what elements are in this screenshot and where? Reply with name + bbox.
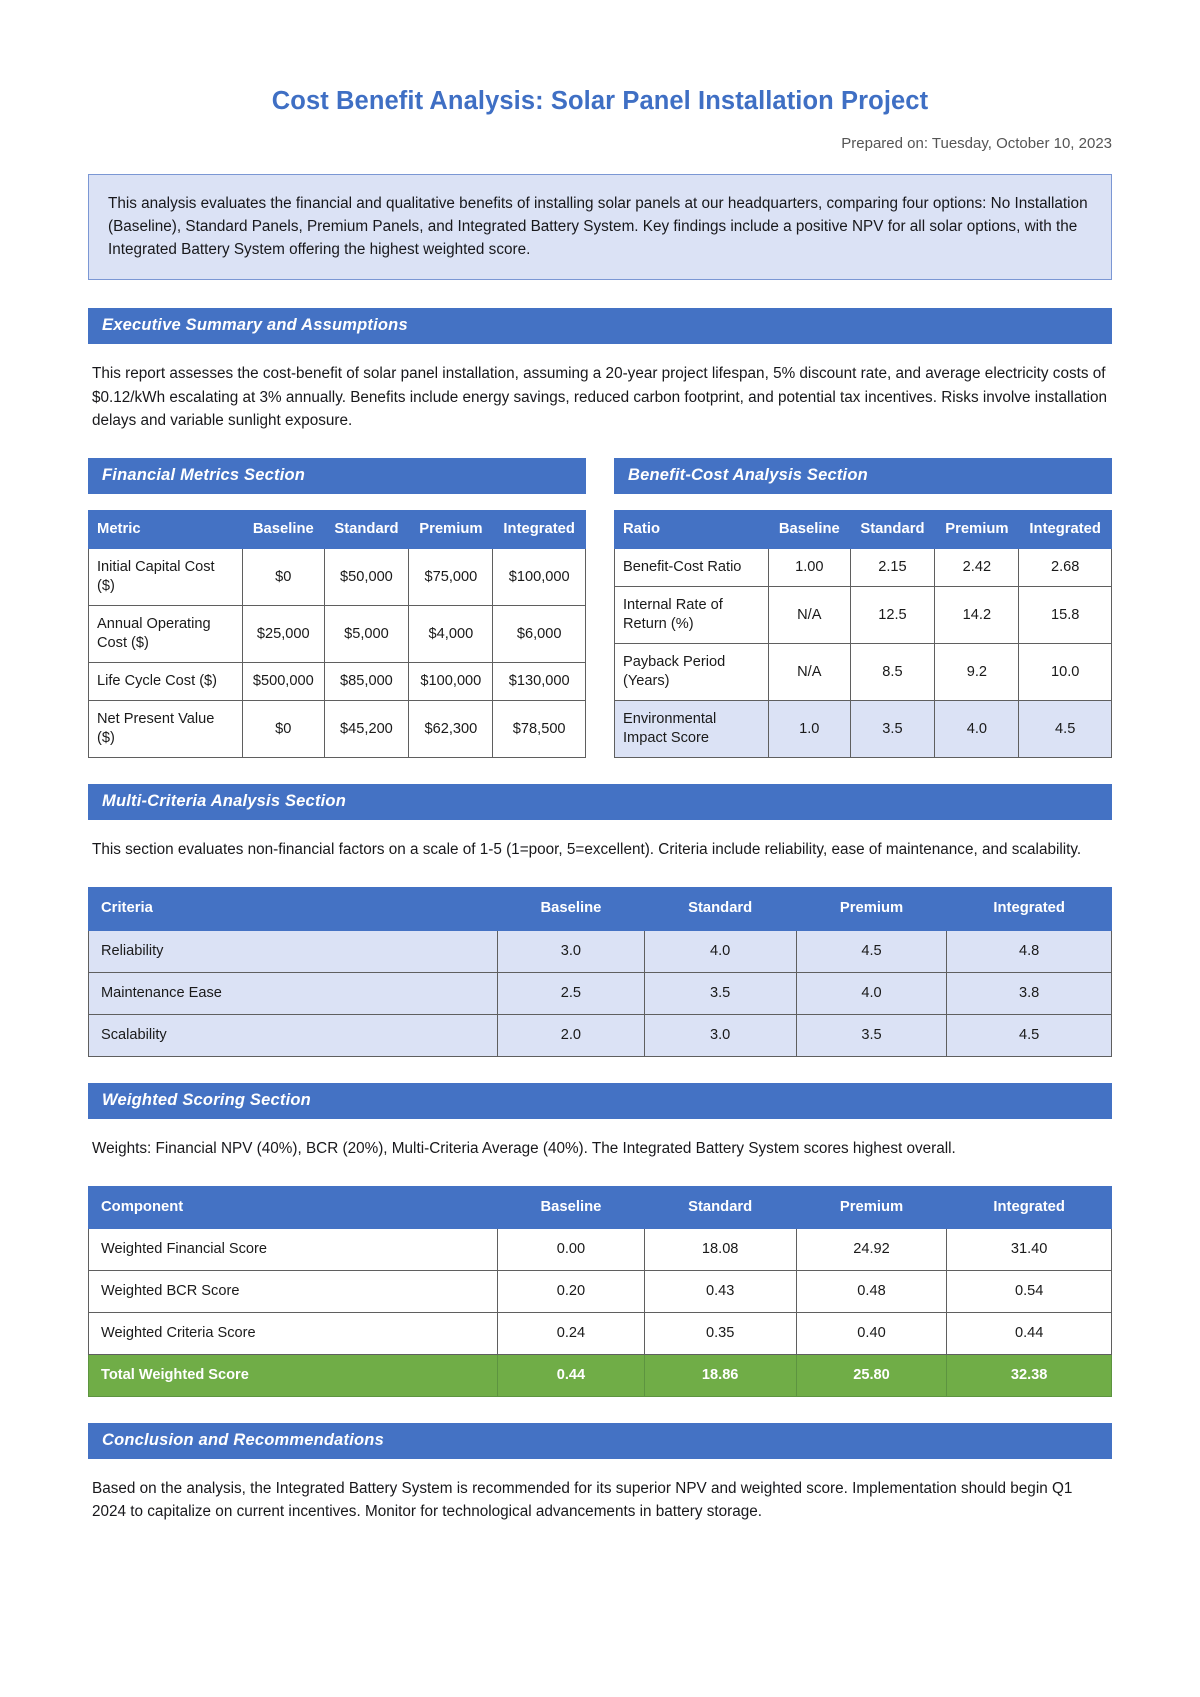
- cell-value: N/A: [769, 644, 850, 701]
- column-header-standard: Standard: [324, 511, 409, 549]
- row-label: Internal Rate of Return (%): [615, 587, 769, 644]
- column-header-criteria: Criteria: [89, 888, 498, 930]
- row-label: Annual Operating Cost ($): [89, 606, 243, 663]
- multi-criteria-table-body: [89, 930, 1112, 1056]
- cell-value: $4,000: [409, 606, 493, 663]
- table-row: [89, 930, 1112, 972]
- section-header-benefit-cost: Benefit-Cost Analysis Section: [614, 458, 1112, 494]
- table-header-row: [89, 888, 1112, 930]
- cell-value: 2.42: [935, 549, 1019, 587]
- row-label: Total Weighted Score: [89, 1354, 498, 1396]
- cell-value: 0.44: [498, 1354, 644, 1396]
- row-label: Scalability: [89, 1014, 498, 1056]
- row-label: Environmental Impact Score: [615, 701, 769, 758]
- cell-value: 3.5: [644, 972, 796, 1014]
- financial-metrics-table-body: [89, 549, 586, 758]
- row-label: Life Cycle Cost ($): [89, 663, 243, 701]
- column-header-integrated: Integrated: [947, 1186, 1112, 1228]
- weighted-scoring-table-body: [89, 1228, 1112, 1396]
- column-header-baseline: Baseline: [243, 511, 324, 549]
- table-row: [615, 701, 1112, 758]
- cell-value: 25.80: [796, 1354, 947, 1396]
- cell-value: 0.48: [796, 1270, 947, 1312]
- row-label: Net Present Value ($): [89, 701, 243, 758]
- cell-value: 1.0: [769, 701, 850, 758]
- column-header-standard: Standard: [644, 1186, 796, 1228]
- cell-value: 32.38: [947, 1354, 1112, 1396]
- two-column-tables-region: [88, 458, 1112, 758]
- column-header-premium: Premium: [409, 511, 493, 549]
- benefit-cost-table-head: [615, 511, 1112, 549]
- multi-criteria-description: This section evaluates non-financial factors on a scale of 1-5 (1=poor, 5=excellent). Criteria include reliability, ease of maintenance, and scalability.: [92, 841, 1082, 859]
- column-header-baseline: Baseline: [498, 888, 644, 930]
- cell-value: 18.86: [644, 1354, 796, 1396]
- row-label: Maintenance Ease: [89, 972, 498, 1014]
- weighted-scoring-table-head: [89, 1186, 1112, 1228]
- weighted-scoring-table: [88, 1186, 1112, 1397]
- table-row: [615, 587, 1112, 644]
- prepared-on-date: Prepared on: Tuesday, October 10, 2023: [841, 134, 1112, 152]
- row-label: Reliability: [89, 930, 498, 972]
- cell-value: 4.5: [1019, 701, 1112, 758]
- table-row: [89, 1270, 1112, 1312]
- benefit-cost-column: [614, 458, 1112, 758]
- benefit-cost-table-body: [615, 549, 1112, 758]
- column-header-integrated: Integrated: [493, 511, 586, 549]
- multi-criteria-table-head: [89, 888, 1112, 930]
- table-row: [89, 1312, 1112, 1354]
- financial-metrics-column: [88, 458, 586, 758]
- cell-value: 4.5: [796, 930, 947, 972]
- section-header-executive-summary: Executive Summary and Assumptions: [88, 308, 1112, 344]
- row-label: Weighted Financial Score: [89, 1228, 498, 1270]
- spacer: [88, 1397, 1112, 1401]
- section-header-weighted-scoring: Weighted Scoring Section: [88, 1083, 1112, 1119]
- row-label: Benefit-Cost Ratio: [615, 549, 769, 587]
- column-header-baseline: Baseline: [769, 511, 850, 549]
- section-header-conclusion: Conclusion and Recommendations: [88, 1423, 1112, 1459]
- table-row: [89, 701, 586, 758]
- cell-value: 0.20: [498, 1270, 644, 1312]
- cell-value: 0.43: [644, 1270, 796, 1312]
- intro-summary-box: This analysis evaluates the financial and qualitative benefits of installing solar panels at our headquarters, comparing four options: No Installation (Baseline), Standard Panels, Premium Panels, and Integrated Battery System. Key findings include a positive NPV for all solar options, with the Integrated Battery System offering the highest weighted score.: [88, 174, 1112, 281]
- cell-value: 1.00: [769, 549, 850, 587]
- cell-value: 2.5: [498, 972, 644, 1014]
- column-header-premium: Premium: [796, 1186, 947, 1228]
- cell-value: 3.5: [850, 701, 935, 758]
- cell-value: 31.40: [947, 1228, 1112, 1270]
- column-header-integrated: Integrated: [1019, 511, 1112, 549]
- cell-value: 4.8: [947, 930, 1112, 972]
- cell-value: $100,000: [493, 549, 586, 606]
- conclusion-text: Based on the analysis, the Integrated Battery System is recommended for its superior NPV and weighted score. Implementation should begin Q1 2024 to capitalize on current incentives. Monitor for technological advancements in battery storage.: [92, 1479, 1073, 1521]
- cell-value: 9.2: [935, 644, 1019, 701]
- column-header-component: Component: [89, 1186, 498, 1228]
- cell-value: 0.35: [644, 1312, 796, 1354]
- table-header-row: [89, 511, 586, 549]
- financial-metrics-table-head: [89, 511, 586, 549]
- cell-value: $25,000: [243, 606, 324, 663]
- cell-value: 0.54: [947, 1270, 1112, 1312]
- table-header-row: [89, 1186, 1112, 1228]
- cell-value: 10.0: [1019, 644, 1112, 701]
- cell-value: $0: [243, 701, 324, 758]
- cell-value: 0.40: [796, 1312, 947, 1354]
- cell-value: $6,000: [493, 606, 586, 663]
- cell-value: 0.00: [498, 1228, 644, 1270]
- row-label: Payback Period (Years): [615, 644, 769, 701]
- column-header-premium: Premium: [935, 511, 1019, 549]
- executive-summary-text: This report assesses the cost-benefit of solar panel installation, assuming a 20-year project lifespan, 5% discount rate, and average electricity costs of $0.12/kWh escalating at 3% annually. Benefits include energy savings, reduced carbon footprint, and potential tax incentives. Risks involve installation delays and variable sunlight exposure.: [92, 365, 1107, 429]
- cell-value: 12.5: [850, 587, 935, 644]
- cell-value: 24.92: [796, 1228, 947, 1270]
- cell-value: N/A: [769, 587, 850, 644]
- table-row: [89, 1228, 1112, 1270]
- table-row: [89, 1014, 1112, 1056]
- page-title: Cost Benefit Analysis: Solar Panel Installation Project: [271, 87, 929, 115]
- financial-metrics-table: [88, 510, 586, 758]
- cell-value: 3.0: [644, 1014, 796, 1056]
- weighted-scoring-description: Weights: Financial NPV (40%), BCR (20%), Multi-Criteria Average (40%). The Integrated Battery System scores highest overall.: [92, 1139, 956, 1157]
- column-header-standard: Standard: [644, 888, 796, 930]
- cell-value: 2.68: [1019, 549, 1112, 587]
- multi-criteria-table: [88, 887, 1112, 1056]
- cell-value: 4.0: [935, 701, 1019, 758]
- benefit-cost-table: [614, 510, 1112, 758]
- table-row: [89, 549, 586, 606]
- cell-value: $78,500: [493, 701, 586, 758]
- row-label: Weighted Criteria Score: [89, 1312, 498, 1354]
- table-header-row: [615, 511, 1112, 549]
- cell-value: 18.08: [644, 1228, 796, 1270]
- cell-value: 0.24: [498, 1312, 644, 1354]
- cell-value: 2.0: [498, 1014, 644, 1056]
- cell-value: $5,000: [324, 606, 409, 663]
- cell-value: $130,000: [493, 663, 586, 701]
- spacer: [88, 1057, 1112, 1061]
- cell-value: 0.44: [947, 1312, 1112, 1354]
- cell-value: 15.8: [1019, 587, 1112, 644]
- column-header-baseline: Baseline: [498, 1186, 644, 1228]
- table-row: [89, 1354, 1112, 1396]
- row-label: Initial Capital Cost ($): [89, 549, 243, 606]
- section-header-financial-metrics: Financial Metrics Section: [88, 458, 586, 494]
- table-row: [89, 663, 586, 701]
- cell-value: $75,000: [409, 549, 493, 606]
- cell-value: $45,200: [324, 701, 409, 758]
- table-row: [615, 549, 1112, 587]
- cell-value: 14.2: [935, 587, 1019, 644]
- cell-value: 4.0: [796, 972, 947, 1014]
- table-row: [89, 972, 1112, 1014]
- cell-value: 4.5: [947, 1014, 1112, 1056]
- table-row: [89, 606, 586, 663]
- cell-value: 3.5: [796, 1014, 947, 1056]
- column-header-premium: Premium: [796, 888, 947, 930]
- column-header-metric: Metric: [89, 511, 243, 549]
- cell-value: $0: [243, 549, 324, 606]
- column-header-integrated: Integrated: [947, 888, 1112, 930]
- cell-value: 2.15: [850, 549, 935, 587]
- section-header-multi-criteria: Multi-Criteria Analysis Section: [88, 784, 1112, 820]
- cell-value: 4.0: [644, 930, 796, 972]
- table-row: [615, 644, 1112, 701]
- cell-value: $50,000: [324, 549, 409, 606]
- cell-value: 3.0: [498, 930, 644, 972]
- cell-value: $500,000: [243, 663, 324, 701]
- cell-value: 8.5: [850, 644, 935, 701]
- cell-value: $85,000: [324, 663, 409, 701]
- cell-value: 3.8: [947, 972, 1112, 1014]
- column-header-standard: Standard: [850, 511, 935, 549]
- cell-value: $100,000: [409, 663, 493, 701]
- column-header-ratio: Ratio: [615, 511, 769, 549]
- cell-value: $62,300: [409, 701, 493, 758]
- row-label: Weighted BCR Score: [89, 1270, 498, 1312]
